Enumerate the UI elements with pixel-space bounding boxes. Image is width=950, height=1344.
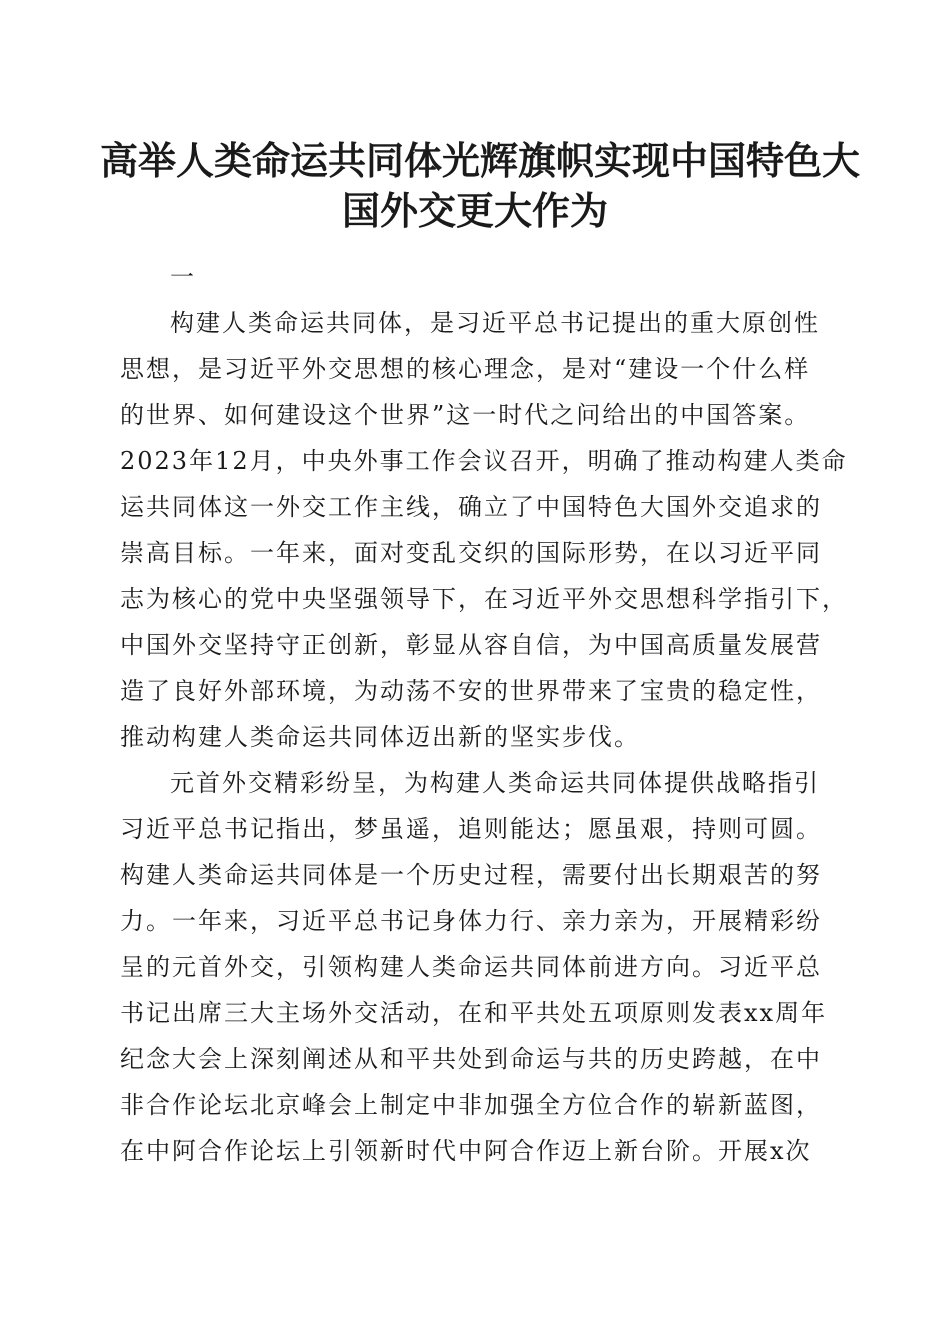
paragraph-line: 志为核心的党中央坚强领导下，在习近平外交思想科学指引下，	[120, 585, 848, 613]
paragraph-line: 推动构建人类命运共同体迈出新的坚实步伐。	[120, 723, 640, 751]
document-title	[100, 136, 861, 236]
paragraph-line: 力。一年来，习近平总书记身体力行、亲力亲为，开展精彩纷	[120, 907, 822, 935]
paragraph-line: 造了良好外部环境，为动荡不安的世界带来了宝贵的稳定性，	[120, 677, 822, 705]
title-line-2: 国外交更大作为	[341, 188, 608, 233]
paragraph-1	[120, 300, 848, 760]
paragraph-line: 元首外交精彩纷呈，为构建人类命运共同体提供战略指引	[170, 769, 820, 797]
paragraph-line: 构建人类命运共同体是一个历史过程，需要付出长期艰苦的努	[120, 861, 822, 889]
paragraph-2	[120, 760, 840, 1174]
title-line-1: 高举人类命运共同体光辉旗帜实现中国特色大	[100, 138, 861, 183]
paragraph-line: 在中阿合作论坛上引领新时代中阿合作迈上新台阶。开展x次	[120, 1137, 812, 1165]
paragraph-line: 非合作论坛北京峰会上制定中非加强全方位合作的崭新蓝图，	[120, 1091, 822, 1119]
paragraph-line: 崇高目标。一年来，面对变乱交织的国际形势，在以习近平同	[120, 539, 822, 567]
paragraph-line: 运共同体这一外交工作主线，确立了中国特色大国外交追求的	[120, 493, 822, 521]
section-number: 一	[170, 263, 196, 291]
paragraph-line: 构建人类命运共同体，是习近平总书记提出的重大原创性	[170, 309, 820, 337]
paragraph-line: 2023年12月，中央外事工作会议召开，明确了推动构建人类命	[120, 447, 848, 475]
paragraph-line: 的世界、如何建设这个世界”这一时代之问给出的中国答案。	[120, 401, 811, 429]
paragraph-line: 书记出席三大主场外交活动，在和平共处五项原则发表xx周年	[120, 999, 828, 1027]
paragraph-line: 习近平总书记指出，梦虽遥，追则能达；愿虽艰，持则可圆。	[120, 815, 822, 843]
paragraph-line: 中国外交坚持守正创新，彰显从容自信，为中国高质量发展营	[120, 631, 822, 659]
paragraph-line: 思想，是习近平外交思想的核心理念，是对“建设一个什么样	[120, 355, 811, 383]
document-body	[120, 254, 848, 1174]
paragraph-line: 纪念大会上深刻阐述从和平共处到命运与共的历史跨越，在中	[120, 1045, 822, 1073]
paragraph-line: 呈的元首外交，引领构建人类命运共同体前进方向。习近平总	[120, 953, 822, 981]
